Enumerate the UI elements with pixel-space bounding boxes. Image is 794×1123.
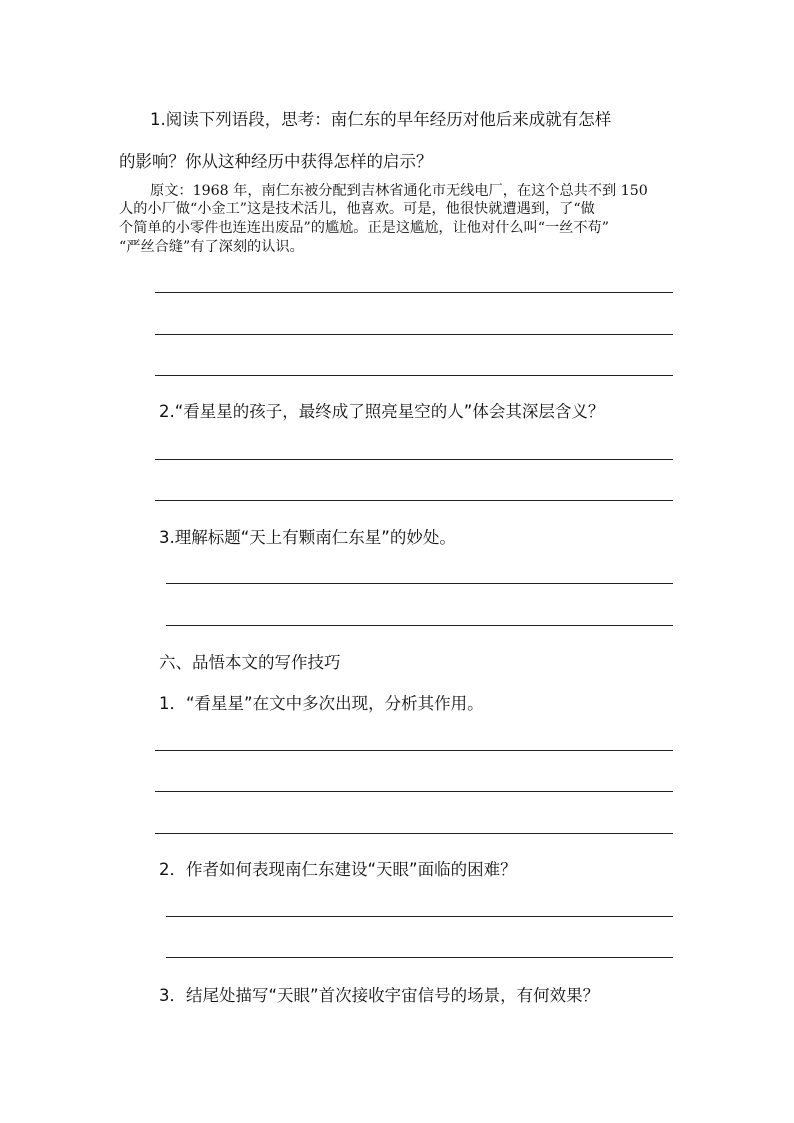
answer-line[interactable] xyxy=(155,459,673,460)
q1-line2: 的影响？你从这种经历中获得怎样的启示？ xyxy=(119,152,433,171)
source-line-3: 个简单的小零件也连连出废品”的尴尬。正是这尴尬，让他对什么叫“一丝不苟” xyxy=(119,220,609,236)
answer-line[interactable] xyxy=(166,916,673,917)
answer-line[interactable] xyxy=(166,583,673,584)
section6-q2-text: 2．作者如何表现南仁东建设“天眼”面临的困难？ xyxy=(159,860,517,879)
section6-q3-text: 3．结尾处描写“天眼”首次接收宇宙信号的场景，有何效果？ xyxy=(159,986,600,1005)
q1-line1: 1.阅读下列语段，思考：南仁东的早年经历对他后来成就有怎样 xyxy=(150,110,612,129)
answer-line[interactable] xyxy=(166,957,673,958)
source-line-2: 人的小厂做“小金工”这是技术活儿，他喜欢。可是，他很快就遭遇到，了“做 xyxy=(119,201,595,217)
answer-line[interactable] xyxy=(155,833,673,834)
answer-line[interactable] xyxy=(155,375,673,376)
section6-heading: 六、品悟本文的写作技巧 xyxy=(159,653,341,672)
answer-line[interactable] xyxy=(166,625,673,626)
answer-line[interactable] xyxy=(155,500,673,501)
answer-line[interactable] xyxy=(155,334,673,335)
answer-line[interactable] xyxy=(155,791,673,792)
source-line-4: “严丝合缝”有了深刻的认识。 xyxy=(119,239,304,255)
answer-line[interactable] xyxy=(155,750,673,751)
q3-text: 3.理解标题“天上有颗南仁东星”的妙处。 xyxy=(159,528,456,547)
section6-q1-text: 1．“看星星”在文中多次出现，分析其作用。 xyxy=(159,694,484,713)
q2-text: 2.“看星星的孩子，最终成了照亮星空的人”体会其深层含义？ xyxy=(159,402,605,421)
answer-line[interactable] xyxy=(155,292,673,293)
source-line-1: 原文：1968 年，南仁东被分配到吉林省通化市无线电厂，在这个总共不到 150 xyxy=(150,183,648,199)
